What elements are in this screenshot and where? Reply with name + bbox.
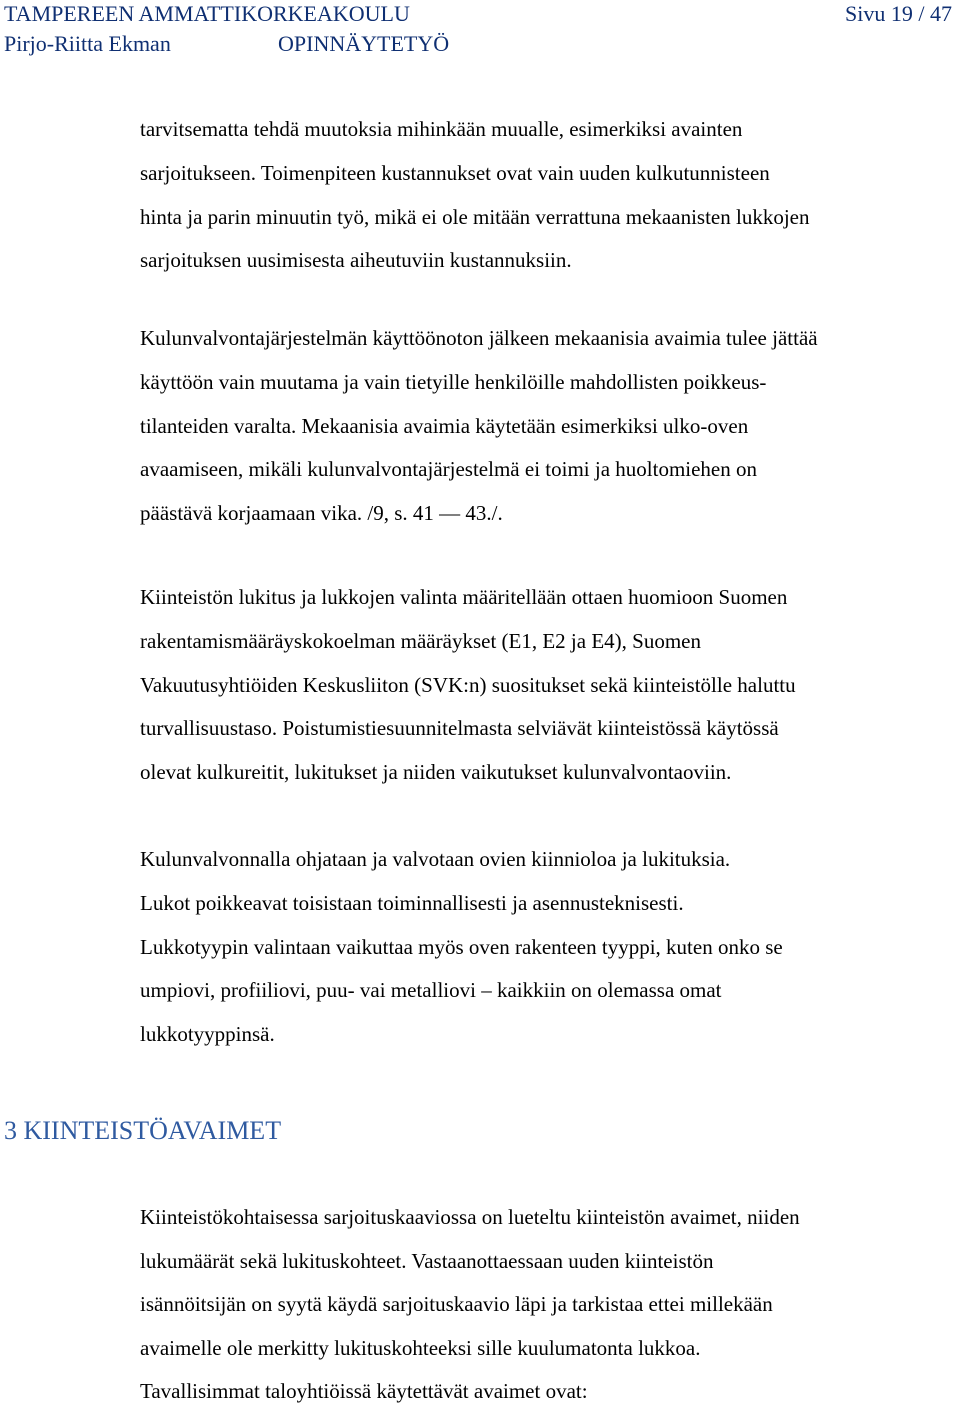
paragraph-4 (140, 838, 783, 1057)
text-line: umpiovi, profiiliovi, puu- vai metalliovi – kaikkiin on olemassa omat (140, 978, 722, 1003)
header-institution: TAMPEREEN AMMATTIKORKEAKOULU (4, 1, 410, 26)
text-line: lukumäärät sekä lukituskohteet. Vastaanottaessaan uuden kiinteistön (140, 1248, 714, 1273)
text-line: Lukkotyypin valintaan vaikuttaa myös oven rakenteen tyyppi, kuten onko se (140, 934, 783, 959)
paragraph-1 (140, 108, 809, 283)
text-line: Kiinteistön lukitus ja lukkojen valinta määritellään ottaen huomioon Suomen (140, 585, 788, 609)
page-header (0, 0, 960, 62)
text-line: isännöitsijän on syytä käydä sarjoituskaavio läpi ja tarkistaa ettei millekään (140, 1292, 773, 1316)
header-author: Pirjo-Riitta Ekman (4, 31, 171, 56)
text-line: hinta ja parin minuutin työ, mikä ei ole mitään verrattuna mekaanisten lukkojen (140, 204, 810, 229)
section-heading: 3 KIINTEISTÖAVAIMET (4, 1116, 282, 1145)
text-line: avaamiseen, mikäli kulunvalvontajärjestelmä ei toimi ja huoltomiehen on (140, 457, 757, 482)
text-line: Lukot poikkeavat toisistaan toiminnallisesti ja asennusteknisesti. (140, 890, 684, 915)
text-line: lukkotyyppinsä. (140, 1022, 275, 1047)
text-line: Kulunvalvonnalla ohjataan ja valvotaan ovien kiinnioloa ja lukituksia. (140, 847, 731, 871)
text-line: sarjoitukseen. Toimenpiteen kustannukset ovat vain uuden kulkutunnisteen (140, 160, 770, 185)
text-line: Tavallisimmat taloyhtiöissä käytettävät avaimet ovat: (140, 1379, 588, 1403)
text-line: Vakuutusyhtiöiden Keskusliiton (SVK:n) suositukset sekä kiinteistölle haluttu (140, 672, 796, 697)
paragraph-2 (140, 317, 818, 536)
paragraph-3 (140, 576, 796, 795)
text-line: rakentamismääräyskokoelman määräykset (E1, E2 ja E4), Suomen (140, 628, 701, 653)
text-line: avaimelle ole merkitty lukituskohteeksi sille kuulumatonta lukkoa. (140, 1335, 701, 1360)
text-line: Kulunvalvontajärjestelmän käyttöönoton jälkeen mekaanisia avaimia tulee jättää (140, 326, 818, 350)
header-page-number: Sivu 19 / 47 (845, 1, 952, 26)
header-document-type: OPINNÄYTETYÖ (278, 31, 450, 56)
section-paragraph-1 (140, 1196, 800, 1414)
text-line: käyttöön vain muutama ja vain tietyille henkilöille mahdollisten poikkeus- (140, 369, 767, 394)
text-line: tarvitsematta tehdä muutoksia mihinkään muualle, esimerkiksi avainten (140, 117, 743, 141)
text-line: Kiinteistökohtaisessa sarjoituskaaviossa on lueteltu kiinteistön avaimet, niiden (140, 1205, 800, 1229)
text-line: tilanteiden varalta. Mekaanisia avaimia käytetään esimerkiksi ulko-oven (140, 413, 749, 438)
text-line: olevat kulkureitit, lukitukset ja niiden vaikutukset kulunvalvontaoviin. (140, 760, 732, 785)
text-line: turvallisuustaso. Poistumistiesuunnitelmasta selviävät kiinteistössä käytössä (140, 716, 779, 741)
text-line: sarjoituksen uusimisesta aiheutuviin kustannuksiin. (140, 248, 572, 273)
text-line: päästävä korjaamaan vika. /9, s. 41 — 43./. (140, 501, 503, 526)
